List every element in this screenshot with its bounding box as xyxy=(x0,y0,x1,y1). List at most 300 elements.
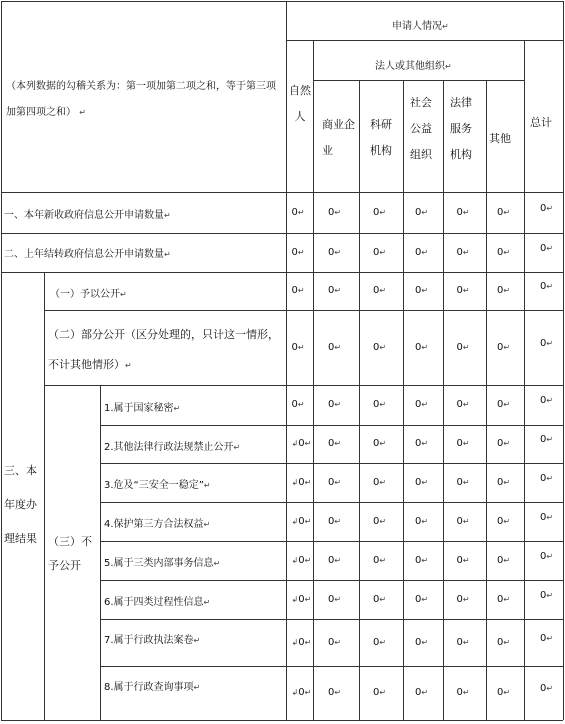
para-mark: ↵ xyxy=(297,400,305,409)
value-cell xyxy=(540,243,553,255)
para-mark: ↵ xyxy=(421,637,429,647)
value-cell xyxy=(540,395,553,407)
value-cell xyxy=(457,516,470,528)
line-break-mark: ↲ xyxy=(291,439,299,448)
value-text: 0 xyxy=(373,515,380,527)
para-mark: ↵ xyxy=(462,594,470,604)
para-mark: ↵ xyxy=(379,637,387,647)
row-label-3-3-7: 7.属于行政执法案卷↵ xyxy=(104,635,201,646)
para-mark: ↵ xyxy=(462,637,470,647)
para-mark: ↵ xyxy=(462,477,470,487)
value-text: 0 xyxy=(373,399,380,410)
value-cell xyxy=(328,247,341,259)
grid-line xyxy=(524,40,525,720)
para-mark: ↵ xyxy=(79,108,86,117)
grid-line xyxy=(44,272,45,720)
value-text: 0 xyxy=(415,554,422,566)
value-text: 0 xyxy=(540,683,547,694)
para-mark: ↵ xyxy=(462,247,470,257)
value-cell xyxy=(497,477,510,489)
value-text: 0 xyxy=(540,550,547,562)
row-label-2: 二、上年结转政府信息公开申请数量↵ xyxy=(4,249,171,260)
value-text: 0 xyxy=(456,687,463,698)
header-other: 其他 xyxy=(489,132,511,145)
para-mark: ↵ xyxy=(379,477,387,487)
value-cell xyxy=(415,342,428,354)
value-text: 0 xyxy=(373,687,380,698)
corner-note-text: （本列数据的勾稽关系为：第一项加第二项之和，等于第三项加第四项之和） xyxy=(6,81,276,118)
row-label-3-3-6: 6.属于四类过程性信息↵ xyxy=(104,597,211,608)
para-mark: ↵ xyxy=(462,400,470,409)
value-text: 0 xyxy=(373,554,380,566)
value-cell xyxy=(540,281,553,293)
header-legal-service: 法律服务机构 xyxy=(450,96,472,161)
value-cell xyxy=(415,438,428,450)
para-mark: ↵ xyxy=(462,516,470,526)
line-break-mark: ↲ xyxy=(291,594,299,604)
grid-line xyxy=(313,40,314,720)
value-text: 0 xyxy=(497,636,504,648)
para-mark: ↵ xyxy=(421,555,429,565)
para-mark: ↵ xyxy=(334,477,342,487)
para-mark: ↵ xyxy=(503,594,511,604)
value-text: 0 xyxy=(298,438,305,449)
para-mark: ↵ xyxy=(334,247,342,257)
para-mark: ↵ xyxy=(304,439,312,448)
value-text: 0 xyxy=(291,206,298,218)
value-text: 0 xyxy=(540,202,547,214)
header-applicant-situation: 申请人情况↵ xyxy=(392,21,449,32)
value-text: 0 xyxy=(540,511,547,523)
para-mark: ↵ xyxy=(546,684,554,693)
row-group-not-disclosed: （三）不予公开 xyxy=(48,535,92,572)
grid-line xyxy=(1,192,563,193)
para-mark: ↵ xyxy=(297,286,305,295)
para-mark: ↵ xyxy=(334,594,342,604)
grid-line xyxy=(1,720,563,721)
value-cell xyxy=(292,477,312,489)
header-org-group: 法人或其他组织↵ xyxy=(375,61,452,72)
value-cell xyxy=(457,687,470,699)
para-mark: ↵ xyxy=(546,203,554,213)
row-label-3-3-1: 1.属于国家秘密↵ xyxy=(104,403,181,414)
header-research: 科研机构 xyxy=(370,118,392,157)
value-text: 0 xyxy=(291,399,298,410)
para-mark: ↵ xyxy=(503,477,511,487)
value-text: 0 xyxy=(328,285,335,296)
value-text: 0 xyxy=(298,593,305,605)
value-cell xyxy=(373,399,386,411)
line-break-mark: ↲ xyxy=(291,477,299,487)
grid-line xyxy=(443,80,444,720)
value-cell xyxy=(540,633,553,645)
value-cell xyxy=(328,342,341,354)
value-text: 0 xyxy=(540,472,547,484)
value-text: 0 xyxy=(373,206,380,218)
value-text: 0 xyxy=(456,206,463,218)
value-text: 0 xyxy=(540,337,547,349)
value-text: 0 xyxy=(328,636,335,648)
value-cell xyxy=(457,342,470,354)
para-mark: ↵ xyxy=(503,286,511,295)
value-cell xyxy=(415,399,428,411)
value-cell xyxy=(457,637,470,649)
grid-line xyxy=(100,541,563,542)
para-mark: ↵ xyxy=(546,435,554,444)
para-mark: ↵ xyxy=(462,286,470,295)
para-mark: ↵ xyxy=(421,286,429,295)
para-mark: ↵ xyxy=(334,207,342,217)
value-text: 0 xyxy=(298,515,305,527)
para-mark: ↵ xyxy=(304,637,312,647)
value-cell xyxy=(292,637,312,649)
value-text: 0 xyxy=(456,554,463,566)
value-text: 0 xyxy=(328,687,335,698)
value-text: 0 xyxy=(373,246,380,258)
value-cell xyxy=(415,207,428,219)
value-cell xyxy=(328,637,341,649)
value-text: 0 xyxy=(497,687,504,698)
para-mark: ↵ xyxy=(546,243,554,253)
value-cell xyxy=(328,399,341,411)
value-text: 0 xyxy=(328,399,335,410)
para-mark: ↵ xyxy=(421,247,429,257)
value-text: 0 xyxy=(373,593,380,605)
header-total: 总计 xyxy=(530,116,552,129)
para-mark: ↵ xyxy=(334,688,342,697)
value-cell xyxy=(328,285,341,297)
para-mark: ↵ xyxy=(546,396,554,405)
value-text: 0 xyxy=(456,593,463,605)
para-mark: ↵ xyxy=(334,400,342,409)
para-mark: ↵ xyxy=(304,594,312,604)
line-break-mark: ↲ xyxy=(291,516,299,526)
value-cell xyxy=(292,399,305,411)
value-cell xyxy=(328,687,341,699)
para-mark: ↵ xyxy=(462,342,470,352)
para-mark: ↵ xyxy=(421,342,429,352)
para-mark: ↵ xyxy=(304,555,312,565)
row-label-3-3-5: 5.属于三类内部事务信息↵ xyxy=(104,558,221,569)
para-mark: ↵ xyxy=(503,516,511,526)
para-mark: ↵ xyxy=(304,477,312,487)
value-cell xyxy=(373,594,386,606)
row-label-3-3-3: 3.危及“三安全一稳定”↵ xyxy=(104,480,211,491)
grid-line xyxy=(44,385,563,386)
value-text: 0 xyxy=(497,438,504,449)
value-cell xyxy=(497,285,510,297)
value-cell xyxy=(373,438,386,450)
value-cell xyxy=(373,342,386,354)
value-text: 0 xyxy=(456,438,463,449)
para-mark: ↵ xyxy=(503,207,511,217)
para-mark: ↵ xyxy=(421,400,429,409)
value-cell xyxy=(292,285,305,297)
value-cell xyxy=(457,555,470,567)
value-cell xyxy=(497,687,510,699)
value-text: 0 xyxy=(415,687,422,698)
value-cell xyxy=(457,399,470,411)
para-mark: ↵ xyxy=(379,286,387,295)
para-mark: ↵ xyxy=(379,342,387,352)
value-cell xyxy=(497,594,510,606)
value-text: 0 xyxy=(415,206,422,218)
grid-line xyxy=(563,1,564,720)
para-mark: ↵ xyxy=(503,688,511,697)
value-text: 0 xyxy=(298,476,305,488)
value-cell xyxy=(292,438,312,450)
grid-line xyxy=(486,80,487,720)
grid-line xyxy=(100,666,563,667)
para-mark: ↵ xyxy=(503,247,511,257)
value-text: 0 xyxy=(456,476,463,488)
value-cell xyxy=(415,477,428,489)
para-mark: ↵ xyxy=(503,400,511,409)
para-mark: ↵ xyxy=(379,594,387,604)
value-cell xyxy=(415,285,428,297)
value-text: 0 xyxy=(456,515,463,527)
value-text: 0 xyxy=(540,281,547,292)
para-mark: ↵ xyxy=(462,688,470,697)
row-label-3-3-4: 4.保护第三方合法权益↵ xyxy=(104,519,211,530)
value-cell xyxy=(328,477,341,489)
grid-line xyxy=(100,619,563,620)
value-cell xyxy=(457,594,470,606)
para-mark: ↵ xyxy=(379,688,387,697)
value-text: 0 xyxy=(540,434,547,445)
value-text: 0 xyxy=(456,285,463,296)
value-text: 0 xyxy=(373,438,380,449)
value-cell xyxy=(373,637,386,649)
para-mark: ↵ xyxy=(503,637,511,647)
value-text: 0 xyxy=(415,341,422,353)
grid-line xyxy=(286,1,287,720)
value-cell xyxy=(373,477,386,489)
value-text: 0 xyxy=(373,636,380,648)
line-break-mark: ↲ xyxy=(291,637,299,647)
value-cell xyxy=(540,434,553,446)
para-mark: ↵ xyxy=(546,282,554,291)
para-mark: ↵ xyxy=(546,633,554,643)
value-cell xyxy=(373,285,386,297)
value-cell xyxy=(415,637,428,649)
value-text: 0 xyxy=(328,515,335,527)
value-text: 0 xyxy=(328,593,335,605)
value-text: 0 xyxy=(497,593,504,605)
value-cell xyxy=(497,555,510,567)
para-mark: ↵ xyxy=(379,400,387,409)
value-cell xyxy=(497,438,510,450)
para-mark: ↵ xyxy=(546,473,554,483)
para-mark: ↵ xyxy=(462,555,470,565)
para-mark: ↵ xyxy=(503,342,511,352)
value-text: 0 xyxy=(415,515,422,527)
value-text: 0 xyxy=(328,476,335,488)
value-text: 0 xyxy=(328,341,335,353)
value-text: 0 xyxy=(291,246,298,258)
value-text: 0 xyxy=(415,399,422,410)
value-cell xyxy=(497,516,510,528)
para-mark: ↵ xyxy=(297,207,305,217)
para-mark: ↵ xyxy=(421,439,429,448)
para-mark: ↵ xyxy=(297,342,305,352)
para-mark: ↵ xyxy=(297,247,305,257)
value-text: 0 xyxy=(497,515,504,527)
para-mark: ↵ xyxy=(379,247,387,257)
row-group-annual-result: 三、本年度办理结果 xyxy=(4,464,37,545)
grid-line xyxy=(100,385,101,720)
para-mark: ↵ xyxy=(379,439,387,448)
value-cell xyxy=(497,247,510,259)
value-cell xyxy=(373,207,386,219)
value-text: 0 xyxy=(415,285,422,296)
para-mark: ↵ xyxy=(304,516,312,526)
row-label-3-1: （一）予以公开↵ xyxy=(50,289,127,300)
value-cell xyxy=(373,516,386,528)
header-natural-person: 自然人 xyxy=(289,84,311,123)
row-label-3-3-2: 2.其他法律行政法规禁止公开↵ xyxy=(104,442,241,453)
value-cell xyxy=(540,590,553,602)
para-mark: ↵ xyxy=(334,516,342,526)
para-mark: ↵ xyxy=(462,439,470,448)
value-cell xyxy=(457,438,470,450)
value-cell xyxy=(540,473,553,485)
para-mark: ↵ xyxy=(421,594,429,604)
value-cell xyxy=(373,687,386,699)
value-text: 0 xyxy=(298,636,305,648)
grid-line xyxy=(100,425,563,426)
value-text: 0 xyxy=(497,206,504,218)
value-text: 0 xyxy=(456,341,463,353)
value-cell xyxy=(540,338,553,350)
value-cell xyxy=(457,247,470,259)
value-cell xyxy=(292,555,312,567)
para-mark: ↵ xyxy=(421,516,429,526)
grid-line xyxy=(403,80,404,720)
value-text: 0 xyxy=(291,285,298,296)
value-text: 0 xyxy=(540,395,547,406)
corner-note xyxy=(6,74,282,126)
value-text: 0 xyxy=(497,285,504,296)
value-cell xyxy=(540,551,553,563)
value-cell xyxy=(292,687,312,699)
grid-line xyxy=(100,580,563,581)
para-mark: ↵ xyxy=(421,688,429,697)
value-cell xyxy=(373,555,386,567)
para-mark: ↵ xyxy=(503,555,511,565)
row-label-3-2: （二）部分公开（区分处理的，只计这一情形，不计其他情形）↵ xyxy=(48,328,279,371)
row-label-1: 一、本年新收政府信息公开申请数量↵ xyxy=(4,210,171,221)
para-mark: ↵ xyxy=(546,512,554,522)
value-cell xyxy=(415,247,428,259)
value-cell xyxy=(415,555,428,567)
value-text: 0 xyxy=(456,636,463,648)
value-cell xyxy=(497,637,510,649)
value-text: 0 xyxy=(298,687,305,698)
value-cell xyxy=(292,516,312,528)
value-text: 0 xyxy=(373,476,380,488)
value-text: 0 xyxy=(373,341,380,353)
value-text: 0 xyxy=(456,246,463,258)
para-mark: ↵ xyxy=(379,555,387,565)
value-text: 0 xyxy=(415,476,422,488)
para-mark: ↵ xyxy=(421,477,429,487)
value-cell xyxy=(415,516,428,528)
value-text: 0 xyxy=(497,554,504,566)
para-mark: ↵ xyxy=(379,516,387,526)
grid-line xyxy=(359,80,360,720)
value-text: 0 xyxy=(540,632,547,644)
header-social-welfare: 社会公益组织 xyxy=(410,96,432,161)
value-text: 0 xyxy=(328,206,335,218)
value-cell xyxy=(328,516,341,528)
value-text: 0 xyxy=(415,636,422,648)
value-cell xyxy=(540,203,553,215)
grid-line xyxy=(313,80,524,81)
line-break-mark: ↲ xyxy=(291,555,299,565)
value-cell xyxy=(292,207,305,219)
value-cell xyxy=(540,683,553,695)
para-mark: ↵ xyxy=(546,551,554,561)
para-mark: ↵ xyxy=(546,338,554,348)
para-mark: ↵ xyxy=(379,207,387,217)
value-cell xyxy=(292,247,305,259)
value-text: 0 xyxy=(328,246,335,258)
value-cell xyxy=(540,512,553,524)
grid-line xyxy=(100,502,563,503)
value-cell xyxy=(328,207,341,219)
value-text: 0 xyxy=(328,554,335,566)
para-mark: ↵ xyxy=(334,342,342,352)
value-cell xyxy=(497,399,510,411)
value-text: 0 xyxy=(497,246,504,258)
value-text: 0 xyxy=(540,242,547,254)
para-mark: ↵ xyxy=(304,688,312,697)
value-cell xyxy=(457,477,470,489)
value-cell xyxy=(415,687,428,699)
grid-line xyxy=(1,1,2,720)
para-mark: ↵ xyxy=(334,286,342,295)
grid-line xyxy=(100,463,563,464)
grid-line xyxy=(44,310,563,311)
value-cell xyxy=(457,207,470,219)
para-mark: ↵ xyxy=(503,439,511,448)
value-text: 0 xyxy=(497,399,504,410)
para-mark: ↵ xyxy=(421,207,429,217)
value-cell xyxy=(497,207,510,219)
line-break-mark: ↲ xyxy=(291,688,299,697)
value-cell xyxy=(328,438,341,450)
value-text: 0 xyxy=(373,285,380,296)
value-cell xyxy=(328,555,341,567)
value-cell xyxy=(415,594,428,606)
grid-line xyxy=(1,1,563,2)
value-cell xyxy=(292,594,312,606)
para-mark: ↵ xyxy=(334,555,342,565)
value-text: 0 xyxy=(540,589,547,601)
para-mark: ↵ xyxy=(334,637,342,647)
value-cell xyxy=(457,285,470,297)
value-cell xyxy=(292,342,305,354)
value-text: 0 xyxy=(456,399,463,410)
value-cell xyxy=(328,594,341,606)
value-text: 0 xyxy=(415,593,422,605)
value-cell xyxy=(373,247,386,259)
value-text: 0 xyxy=(497,476,504,488)
value-cell xyxy=(497,342,510,354)
grid-line xyxy=(286,40,563,41)
value-text: 0 xyxy=(328,438,335,449)
